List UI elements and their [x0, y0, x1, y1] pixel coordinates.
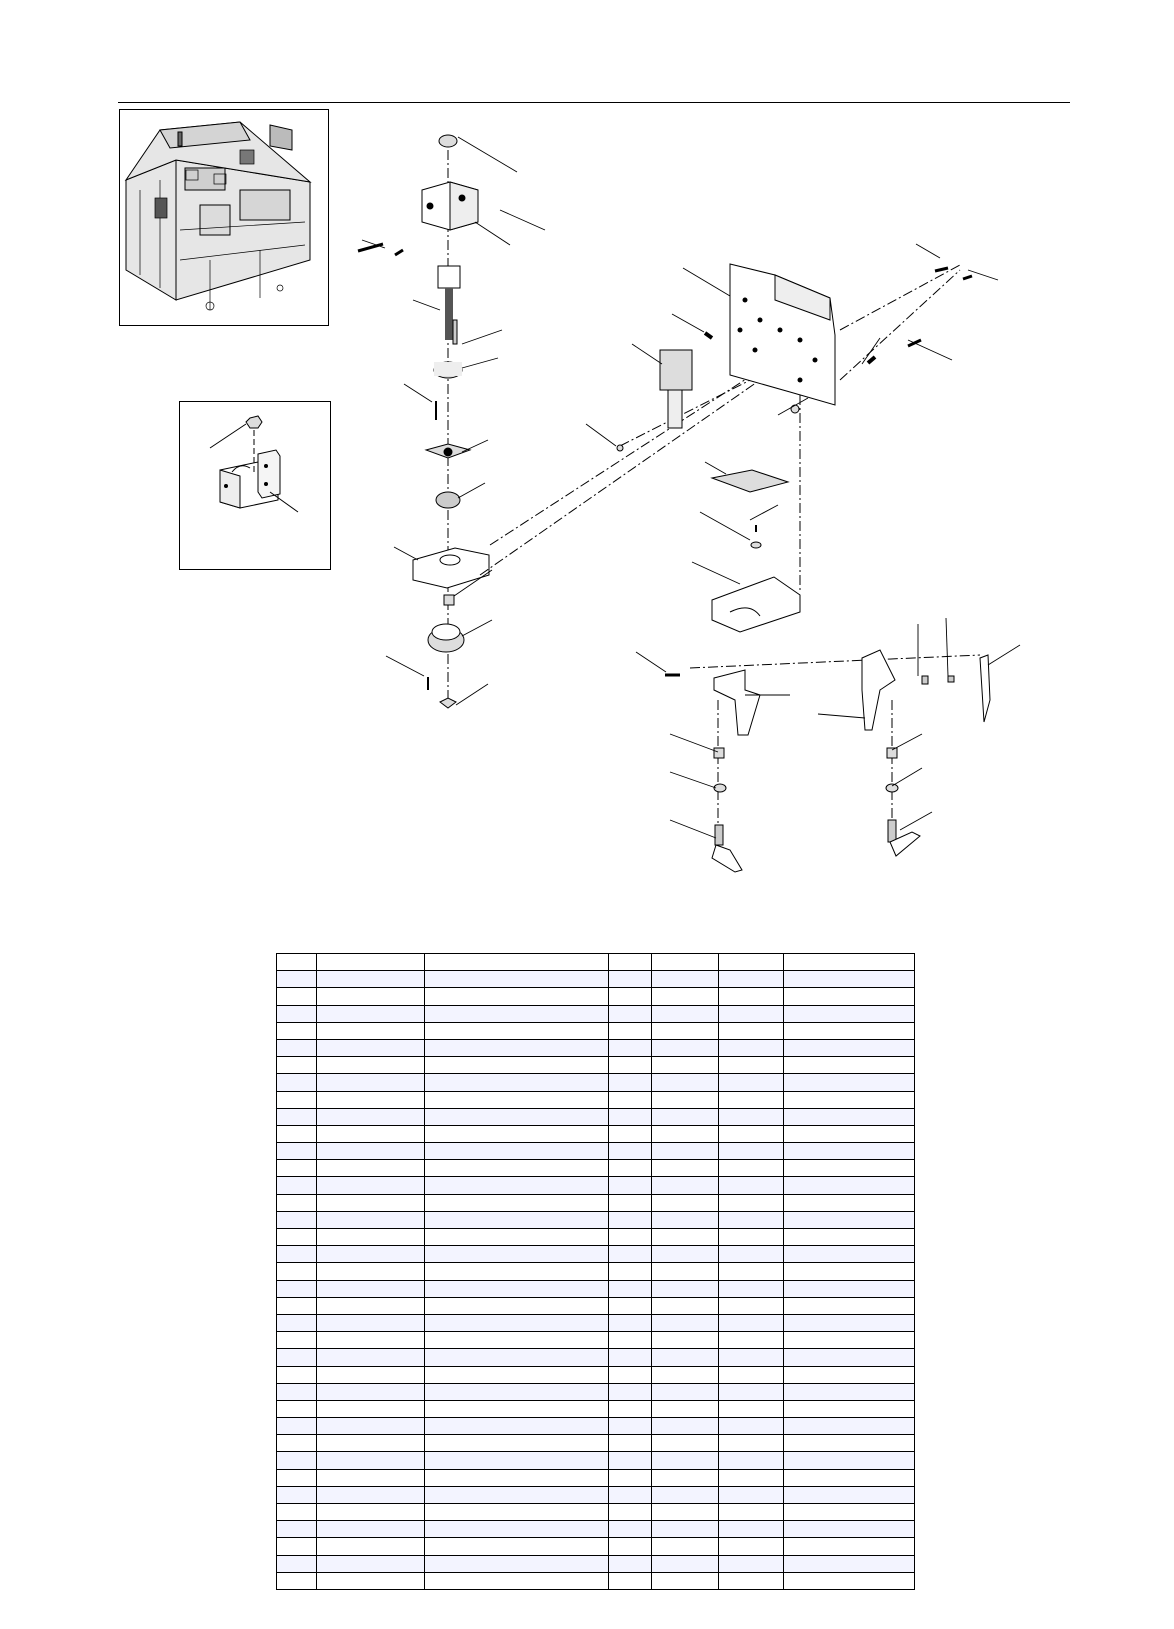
table-row [277, 1366, 915, 1383]
table-cell [652, 1366, 719, 1383]
table-row [277, 1314, 915, 1331]
table-cell [425, 1332, 609, 1349]
table-row [277, 1074, 915, 1091]
table-cell [784, 1263, 915, 1280]
table-row [277, 1246, 915, 1263]
table-cell [652, 1555, 719, 1572]
table-cell [609, 1555, 652, 1572]
table-cell [425, 1572, 609, 1589]
table-cell [317, 1521, 425, 1538]
table-cell [719, 1314, 784, 1331]
table-cell [317, 1229, 425, 1246]
table-cell [652, 1280, 719, 1297]
table-cell [425, 1297, 609, 1314]
table-row [277, 1435, 915, 1452]
table-cell [719, 1504, 784, 1521]
table-cell [719, 1280, 784, 1297]
table-cell [784, 1572, 915, 1589]
table-cell [652, 1039, 719, 1056]
table-cell [784, 1108, 915, 1125]
table-row [277, 1332, 915, 1349]
table-row [277, 1504, 915, 1521]
table-cell [425, 1521, 609, 1538]
table-cell [652, 1383, 719, 1400]
table-cell [784, 1211, 915, 1228]
table-cell [719, 1143, 784, 1160]
table-row [277, 1039, 915, 1056]
table-cell [425, 954, 609, 971]
table-row [277, 1297, 915, 1314]
table-cell [719, 1521, 784, 1538]
table-cell [609, 1246, 652, 1263]
table-cell [425, 1400, 609, 1417]
table-row [277, 1572, 915, 1589]
table-cell [784, 1400, 915, 1417]
table-cell [609, 1366, 652, 1383]
table-cell [277, 1057, 317, 1074]
table-cell [277, 1022, 317, 1039]
table-cell [609, 1263, 652, 1280]
table-cell [652, 1057, 719, 1074]
table-cell [425, 1091, 609, 1108]
table-cell [719, 954, 784, 971]
table-cell [784, 1349, 915, 1366]
table-cell [317, 1022, 425, 1039]
table-cell [784, 1366, 915, 1383]
table-cell [609, 988, 652, 1005]
table-cell [317, 1039, 425, 1056]
table-cell [277, 1108, 317, 1125]
table-cell [277, 1452, 317, 1469]
table-row [277, 1091, 915, 1108]
table-cell [317, 1194, 425, 1211]
table-cell [719, 1366, 784, 1383]
table-cell [277, 988, 317, 1005]
table-cell [719, 1297, 784, 1314]
table-cell [784, 1332, 915, 1349]
table-cell [609, 1091, 652, 1108]
table-cell [784, 1486, 915, 1503]
table-cell [719, 1400, 784, 1417]
table-cell [277, 1504, 317, 1521]
table-cell [317, 1177, 425, 1194]
table-cell [277, 1538, 317, 1555]
parts-list-table [276, 953, 915, 1590]
table-cell [719, 1486, 784, 1503]
table-cell [652, 1160, 719, 1177]
table-cell [317, 1125, 425, 1142]
table-cell [784, 1143, 915, 1160]
table-row [277, 1486, 915, 1503]
table-row [277, 1229, 915, 1246]
table-row [277, 1022, 915, 1039]
table-cell [277, 1332, 317, 1349]
table-cell [277, 1143, 317, 1160]
table-cell [425, 1246, 609, 1263]
table-row [277, 1555, 915, 1572]
table-cell [609, 1039, 652, 1056]
table-cell [317, 1418, 425, 1435]
table-cell [609, 1469, 652, 1486]
table-cell [425, 988, 609, 1005]
table-cell [609, 1297, 652, 1314]
table-cell [784, 1005, 915, 1022]
table-row [277, 1383, 915, 1400]
table-cell [277, 1160, 317, 1177]
table-cell [317, 1504, 425, 1521]
table-cell [317, 1091, 425, 1108]
table-cell [425, 1349, 609, 1366]
table-cell [652, 1091, 719, 1108]
table-cell [719, 1418, 784, 1435]
table-cell [652, 1521, 719, 1538]
table-cell [317, 1263, 425, 1280]
table-cell [719, 1194, 784, 1211]
table-cell [609, 1400, 652, 1417]
table-cell [652, 1005, 719, 1022]
table-cell [609, 1074, 652, 1091]
table-cell [277, 971, 317, 988]
table-cell [425, 1383, 609, 1400]
table-row [277, 1125, 915, 1142]
table-cell [719, 1074, 784, 1091]
table-cell [277, 1297, 317, 1314]
table-row [277, 1521, 915, 1538]
table-row [277, 1400, 915, 1417]
table-cell [277, 1074, 317, 1091]
table-cell [277, 954, 317, 971]
table-cell [317, 1108, 425, 1125]
table-cell [719, 1160, 784, 1177]
table-cell [652, 1211, 719, 1228]
table-row [277, 1211, 915, 1228]
table-cell [652, 1572, 719, 1589]
table-cell [277, 1486, 317, 1503]
table-cell [277, 1366, 317, 1383]
table-cell [425, 1211, 609, 1228]
table-cell [425, 1435, 609, 1452]
table-cell [277, 1177, 317, 1194]
table-cell [609, 1418, 652, 1435]
table-cell [784, 1091, 915, 1108]
table-cell [609, 1504, 652, 1521]
table-cell [277, 1125, 317, 1142]
table-cell [277, 1211, 317, 1228]
table-cell [784, 1469, 915, 1486]
table-cell [609, 1211, 652, 1228]
table-cell [425, 1469, 609, 1486]
table-cell [609, 1349, 652, 1366]
table-cell [784, 988, 915, 1005]
table-cell [609, 1435, 652, 1452]
table-cell [719, 1263, 784, 1280]
table-cell [609, 1486, 652, 1503]
table-cell [719, 1452, 784, 1469]
table-cell [425, 1039, 609, 1056]
table-cell [719, 1211, 784, 1228]
table-cell [609, 1177, 652, 1194]
table-cell [719, 1005, 784, 1022]
table-cell [609, 1194, 652, 1211]
table-cell [784, 1125, 915, 1142]
table-cell [277, 1555, 317, 1572]
table-cell [609, 1125, 652, 1142]
table-cell [609, 1383, 652, 1400]
table-cell [652, 1504, 719, 1521]
table-cell [277, 1521, 317, 1538]
table-cell [277, 1400, 317, 1417]
table-cell [652, 1349, 719, 1366]
table-cell [609, 1022, 652, 1039]
table-cell [719, 971, 784, 988]
table-row [277, 1177, 915, 1194]
table-cell [784, 1229, 915, 1246]
table-cell [652, 954, 719, 971]
table-cell [652, 1314, 719, 1331]
table-cell [719, 1383, 784, 1400]
table-cell [784, 1521, 915, 1538]
table-cell [719, 1022, 784, 1039]
table-cell [317, 1538, 425, 1555]
table-cell [652, 1022, 719, 1039]
table-cell [652, 1108, 719, 1125]
table-cell [609, 1229, 652, 1246]
table-cell [277, 1418, 317, 1435]
table-cell [784, 1074, 915, 1091]
table-cell [719, 1572, 784, 1589]
table-cell [719, 1469, 784, 1486]
table-cell [719, 1125, 784, 1142]
table-row [277, 1263, 915, 1280]
table-cell [425, 1005, 609, 1022]
table-cell [317, 1366, 425, 1383]
table-cell [719, 1057, 784, 1074]
table-cell [277, 1039, 317, 1056]
table-cell [425, 1108, 609, 1125]
table-cell [719, 1039, 784, 1056]
table-cell [317, 1280, 425, 1297]
table-cell [317, 1452, 425, 1469]
table-cell [609, 1452, 652, 1469]
table-cell [277, 1572, 317, 1589]
table-cell [317, 988, 425, 1005]
table-row [277, 988, 915, 1005]
table-cell [784, 1383, 915, 1400]
table-row [277, 971, 915, 988]
table-cell [317, 971, 425, 988]
table-cell [317, 1211, 425, 1228]
table-cell [719, 1229, 784, 1246]
table-cell [652, 1074, 719, 1091]
table-cell [425, 1366, 609, 1383]
table-cell [277, 1091, 317, 1108]
table-row [277, 1194, 915, 1211]
table-cell [609, 1572, 652, 1589]
table-cell [317, 954, 425, 971]
table-cell [784, 1314, 915, 1331]
table-cell [609, 1280, 652, 1297]
table-cell [317, 1297, 425, 1314]
table-cell [784, 1297, 915, 1314]
table-cell [652, 1418, 719, 1435]
table-cell [317, 1160, 425, 1177]
table-cell [277, 1383, 317, 1400]
table-cell [784, 1435, 915, 1452]
table-cell [719, 1332, 784, 1349]
table-cell [609, 1005, 652, 1022]
table-header-row [277, 954, 915, 971]
table-cell [277, 1005, 317, 1022]
table-cell [425, 1125, 609, 1142]
table-cell [784, 1160, 915, 1177]
table-cell [317, 1469, 425, 1486]
table-cell [425, 1486, 609, 1503]
table-cell [652, 1538, 719, 1555]
table-cell [784, 1418, 915, 1435]
table-cell [317, 1555, 425, 1572]
table-cell [277, 1435, 317, 1452]
table-cell [317, 1349, 425, 1366]
table-cell [425, 1452, 609, 1469]
table-row [277, 1469, 915, 1486]
table-cell [277, 1263, 317, 1280]
table-cell [317, 1435, 425, 1452]
table-cell [652, 1452, 719, 1469]
table-cell [277, 1229, 317, 1246]
table-cell [425, 1229, 609, 1246]
table-cell [317, 1143, 425, 1160]
table-cell [609, 1057, 652, 1074]
table-cell [784, 1194, 915, 1211]
table-cell [784, 1039, 915, 1056]
table-row [277, 1280, 915, 1297]
table-cell [652, 971, 719, 988]
table-cell [652, 1469, 719, 1486]
table-cell [784, 1452, 915, 1469]
table-cell [425, 1022, 609, 1039]
table-row [277, 1057, 915, 1074]
table-cell [425, 1538, 609, 1555]
table-row [277, 1005, 915, 1022]
table-cell [317, 1246, 425, 1263]
table-cell [609, 1332, 652, 1349]
table-cell [425, 1160, 609, 1177]
table-row [277, 1452, 915, 1469]
table-cell [719, 1349, 784, 1366]
table-cell [784, 1280, 915, 1297]
table-cell [719, 1091, 784, 1108]
table-cell [784, 1057, 915, 1074]
table-cell [784, 1022, 915, 1039]
table-cell [609, 954, 652, 971]
table-cell [652, 1435, 719, 1452]
table-cell [719, 1246, 784, 1263]
table-cell [277, 1314, 317, 1331]
table-cell [425, 1555, 609, 1572]
table-cell [425, 1263, 609, 1280]
table-cell [652, 1263, 719, 1280]
table-row [277, 1160, 915, 1177]
table-cell [425, 1194, 609, 1211]
table-cell [425, 1057, 609, 1074]
table-cell [277, 1469, 317, 1486]
table-cell [317, 1332, 425, 1349]
table-cell [719, 1108, 784, 1125]
table-cell [784, 971, 915, 988]
table-cell [784, 1504, 915, 1521]
table-cell [609, 1143, 652, 1160]
table-cell [425, 1504, 609, 1521]
table-cell [652, 1177, 719, 1194]
table-cell [719, 1435, 784, 1452]
table-row [277, 1349, 915, 1366]
table-cell [425, 1143, 609, 1160]
table-cell [317, 1486, 425, 1503]
table-cell [425, 1280, 609, 1297]
table-cell [652, 1297, 719, 1314]
table-cell [277, 1349, 317, 1366]
table-cell [277, 1194, 317, 1211]
table-cell [317, 1057, 425, 1074]
table-cell [652, 1486, 719, 1503]
table-row [277, 1143, 915, 1160]
parts-table-body [277, 954, 915, 1590]
table-cell [719, 988, 784, 1005]
table-cell [652, 1125, 719, 1142]
table-cell [652, 1332, 719, 1349]
table-cell [609, 1108, 652, 1125]
table-cell [652, 1400, 719, 1417]
table-cell [719, 1538, 784, 1555]
table-cell [609, 1521, 652, 1538]
table-cell [277, 1280, 317, 1297]
table-cell [652, 1246, 719, 1263]
table-cell [652, 1229, 719, 1246]
table-cell [425, 971, 609, 988]
table-cell [277, 1246, 317, 1263]
table-cell [317, 1383, 425, 1400]
table-cell [784, 1555, 915, 1572]
table-cell [317, 1074, 425, 1091]
table-cell [317, 1005, 425, 1022]
table-cell [784, 1538, 915, 1555]
table-cell [609, 1314, 652, 1331]
table-row [277, 1538, 915, 1555]
table-cell [317, 1400, 425, 1417]
table-cell [784, 1177, 915, 1194]
table-cell [719, 1555, 784, 1572]
table-cell [652, 1194, 719, 1211]
table-row [277, 1108, 915, 1125]
table-cell [652, 988, 719, 1005]
table-cell [719, 1177, 784, 1194]
table-cell [425, 1314, 609, 1331]
table-cell [317, 1314, 425, 1331]
table-cell [609, 1160, 652, 1177]
table-cell [609, 971, 652, 988]
table-cell [784, 1246, 915, 1263]
table-cell [425, 1177, 609, 1194]
table-cell [425, 1074, 609, 1091]
table-cell [425, 1418, 609, 1435]
table-cell [317, 1572, 425, 1589]
table-cell [652, 1143, 719, 1160]
table-cell [609, 1538, 652, 1555]
table-row [277, 1418, 915, 1435]
table-cell [784, 954, 915, 971]
